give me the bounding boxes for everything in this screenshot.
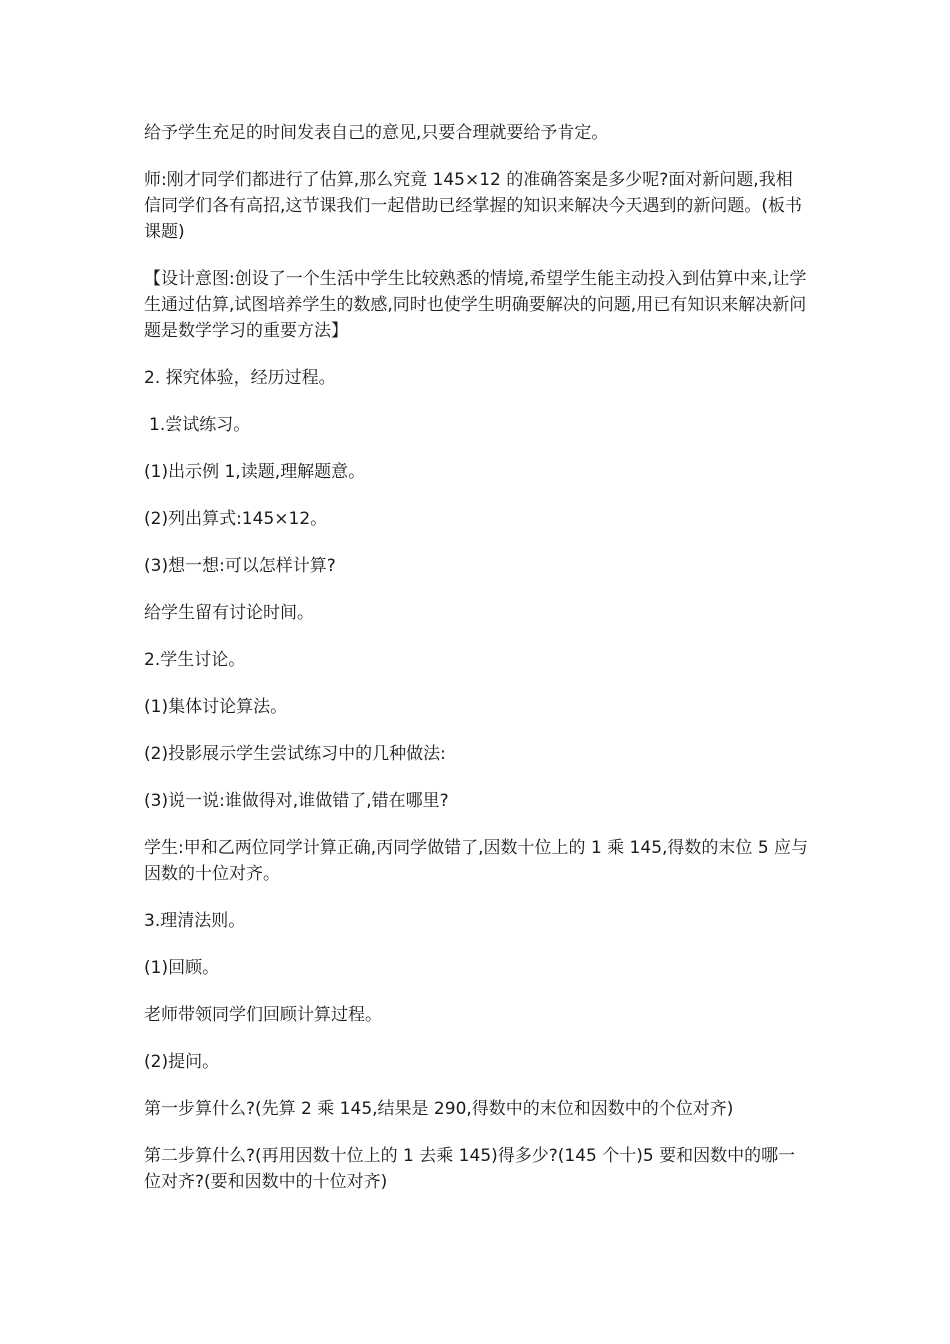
list-item-question: (2)提问。	[144, 1052, 220, 1072]
paragraph-teacher-review: 老师带领同学们回顾计算过程。	[144, 1005, 382, 1025]
list-item-say: (3)说一说:谁做得对,谁做错了,错在哪里?	[144, 791, 449, 811]
subheading-clarify-rules: 3.理清法则。	[144, 911, 246, 931]
list-item-show-example: (1)出示例 1,读题,理解题意。	[144, 462, 366, 482]
paragraph-step-two: 第二步算什么?(再用因数十位上的 1 去乘 145)得多少?(145 个十)5 要和因数中的哪一位对齐?(要和因数中的十位对齐)	[144, 1146, 796, 1192]
paragraph-discussion-time: 给学生留有讨论时间。	[144, 603, 314, 623]
list-item-group-discussion: (1)集体讨论算法。	[144, 697, 288, 717]
section-heading-explore: 2. 探究体验，经历过程。	[144, 368, 336, 388]
subheading-student-discussion: 2.学生讨论。	[144, 650, 246, 670]
paragraph-feedback: 给予学生充足的时间发表自己的意见,只要合理就要给予肯定。	[144, 123, 609, 143]
paragraph-design-intent: 【设计意图:创设了一个生活中学生比较熟悉的情境,希望学生能主动投入到估算中来,让学生通过估算,试图培养学生的数感,同时也使学生明确要解决的问题,用已有知识来解决新问题是数学学习的重要方法】	[144, 269, 807, 341]
document-page	[144, 120, 809, 1216]
list-item-projection: (2)投影展示学生尝试练习中的几种做法:	[144, 744, 446, 764]
list-item-write-formula: (2)列出算式:145×12。	[144, 509, 328, 529]
paragraph-student-answer: 学生:甲和乙两位同学计算正确,丙同学做错了,因数十位上的 1 乘 145,得数的末位 5 应与因数的十位对齐。	[144, 838, 809, 884]
subheading-try-practice: 1.尝试练习。	[149, 415, 251, 435]
list-item-think: (3)想一想:可以怎样计算?	[144, 556, 336, 576]
list-item-review: (1)回顾。	[144, 958, 220, 978]
paragraph-teacher-intro: 师:刚才同学们都进行了估算,那么究竟 145×12 的准确答案是多少呢?面对新问题,我相信同学们各有高招,这节课我们一起借助已经掌握的知识来解决今天遇到的新问题。(板书课题)	[144, 170, 803, 242]
paragraph-step-one: 第一步算什么?(先算 2 乘 145,结果是 290,得数中的末位和因数中的个位对齐)	[144, 1099, 734, 1119]
